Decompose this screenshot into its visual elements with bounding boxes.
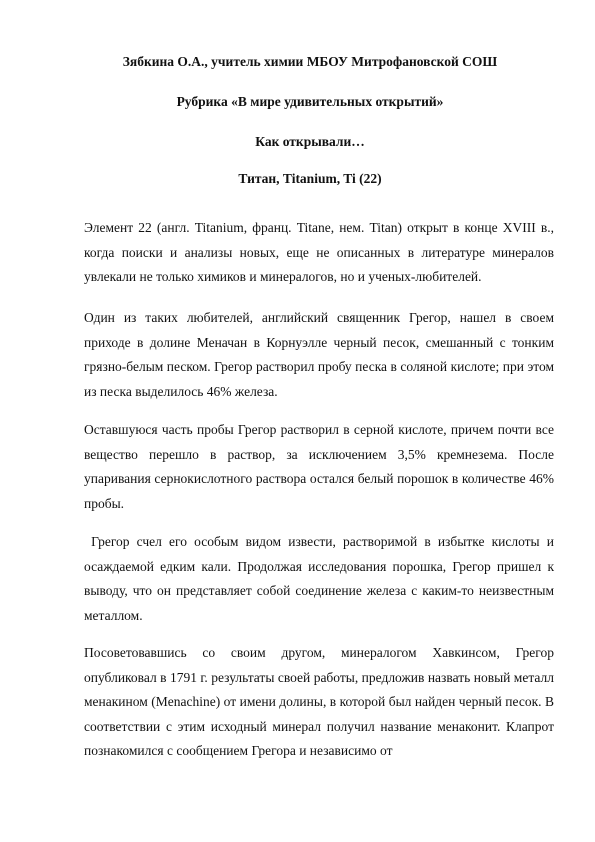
paragraph-1: Элемент 22 (англ. Titanium, франц. Titane, нем. Titan) открыт в конце XVIII в., когда поиски и анализы новых, еще не описанных в литературе минералов увлекали не только химиков и минералогов, но и ученых-любителей. <box>84 220 554 284</box>
series-heading: Как открывали… <box>255 134 365 149</box>
paragraph-2: Один из таких любителей, английский священник Грегор, нашел в своем приходе в долине Меначан в Корнуэлле черный песок, смешанный с тонким грязно-белым песком. Грегор растворил пробу песка в соляной кислоте; при этом из песка выделилось 46% железа. <box>84 310 554 399</box>
article-title: Титан, Titanium, Ti (22) <box>238 171 382 186</box>
paragraph-5: Посоветовавшись со своим другом, минералогом Хавкинсом, Грегор опубликовал в 1791 г. результаты своей работы, предложив назвать новый металл менакином (Menachine) от имени долины, в которой был найден черный песок. В соответствии с этим исходный минерал получил название менаконит. Клапрот познакомился с сообщением Грегора и независимо от <box>84 645 554 758</box>
author-line: Зябкина О.А., учитель химии МБОУ Митрофановской СОШ <box>122 54 498 69</box>
paragraph-3: Оставшуюся часть пробы Грегор растворил в серной кислоте, причем почти все вещество перешло в раствор, за исключением 3,5% кремнезема. После упаривания сернокислотного раствора остался белый порошок в количестве 46% пробы. <box>84 422 554 511</box>
paragraph-4: Грегор счел его особым видом извести, растворимой в избытке кислоты и осаждаемой едким кали. Продолжая исследования порошка, Грегор пришел к выводу, что он представляет собой соединение железа с каким-то неизвестным металлом. <box>84 534 558 623</box>
rubric-heading: Рубрика «В мире удивительных открытий» <box>176 94 444 109</box>
